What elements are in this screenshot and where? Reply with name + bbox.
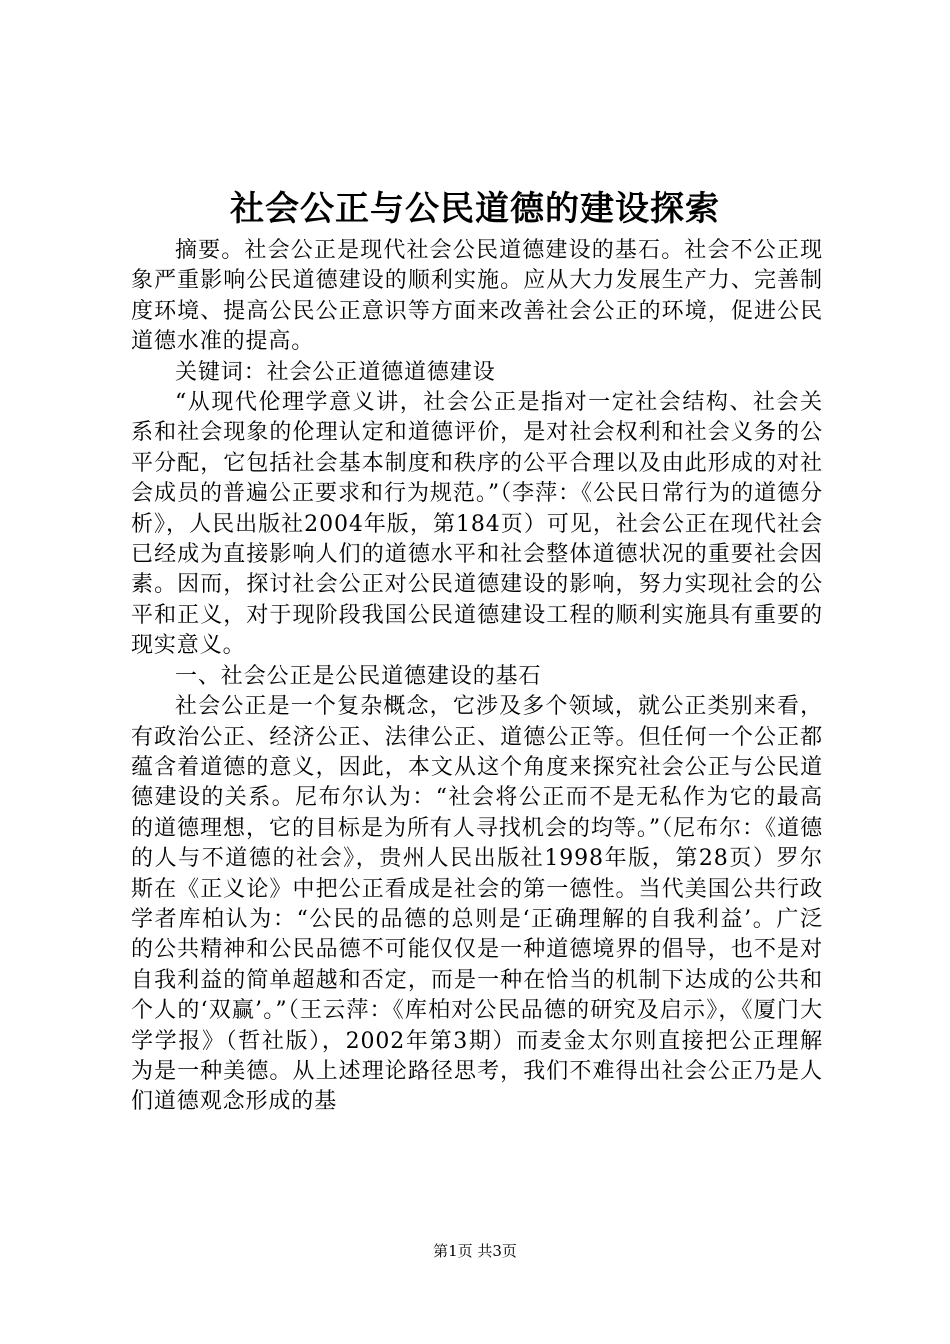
document-title: 社会公正与公民道德的建设探索 [230, 189, 720, 229]
abstract-paragraph: 摘要。社会公正是现代社会公民道德建设的基石。社会不公正现象严重影响公民道德建设的顺利实施。应从大力发展生产力、完善制度环境、提高公民公正意识等方面来改善社会公正的环境，促进公民道德水准的提高。 [131, 238, 823, 355]
section-paragraph: 社会公正是一个复杂概念，它涉及多个领域，就公正类别来看，有政治公正、经济公正、法律公正、道德公正等。但任何一个公正都蕴含着道德的意义，因此，本文从这个角度来探究社会公正与公民道德建设的关系。尼布尔认为：“社会将公正而不是无私作为它的最高的道德理想，它的目标是为所有人寻找机会的均等。”（尼布尔：《道德的人与不道德的社会》，贵州人民出版社1998年版，第28页）罗尔斯在《正义论》中把公正看成是社会的第一德性。当代美国公共行政学者库柏认为：“公民的品德的总则是‘正确理解的自我利益’。广泛的公共精神和公民品德不可能仅仅是一种道德境界的倡导，也不是对自我利益的简单超越和否定，而是一种在恰当的机制下达成的公共和个人的‘双赢’。”（王云萍：《库柏对公民品德的研究及启示》，《厦门大学学报》（哲社版），2002年第3期）而麦金太尔则直接把公正理解为是一种美德。从上述理论路径思考，我们不难得出社会公正乃是人们道德观念形成的基 [131, 694, 823, 1115]
document-body [131, 236, 823, 1118]
keywords-paragraph: 关键词：社会公正道德道德建设 [175, 359, 496, 385]
intro-paragraph: “从现代伦理学意义讲，社会公正是指对一定社会结构、社会关系和社会现象的伦理认定和道德评价，是对社会权利和社会义务的公平分配，它包括社会基本制度和秩序的公平合理以及由此形成的对社会成员的普遍公正要求和行为规范。”（李萍：《公民日常行为的道德分析》，人民出版社2004年版，第184页）可见，社会公正在现代社会已经成为直接影响人们的道德水平和社会整体道德状况的重要社会因素。因而，探讨社会公正对公民道德建设的影响，努力实现社会的公平和正义，对于现阶段我国公民道德建设工程的顺利实施具有重要的现实意义。 [131, 390, 823, 659]
section-heading: 一、社会公正是公民道德建设的基石 [175, 663, 542, 689]
page-number-footer: 第1页 共3页 [433, 1242, 517, 1260]
